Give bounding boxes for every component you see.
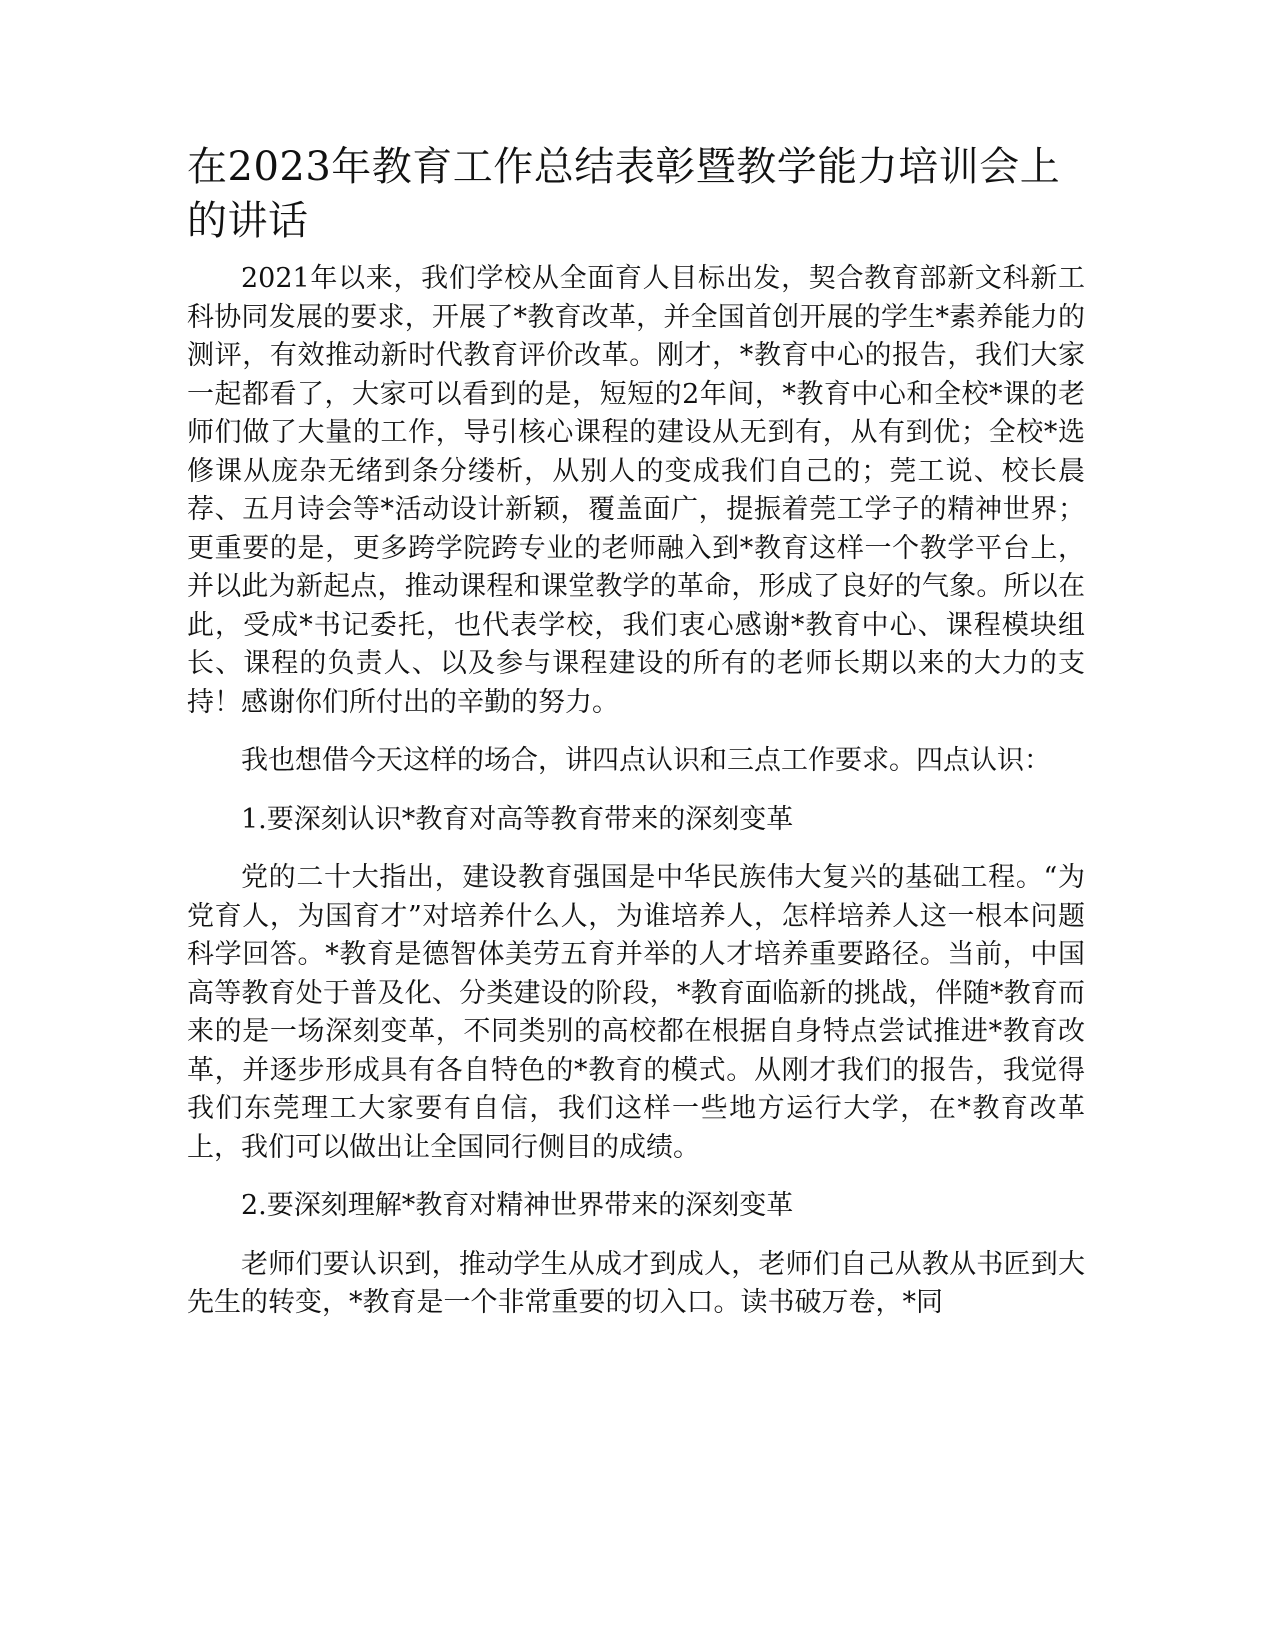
body-paragraph-intro: 2021年以来，我们学校从全面育人目标出发，契合教育部新文科新工科协同发展的要求，开展了*教育改革，并全国首创开展的学生*素养能力的测评，有效推动新时代教育评价改革。刚才，*教育中心的报告，我们大家一起都看了，大家可以看到的是，短短的2年间，*教育中心和全校*课的老师们做了大量的工作，导引核心课程的建设从无到有，从有到优；全校*选修课从庞杂无绪到条分缕析，从别人的变成我们自己的；莞工说、校长晨荐、五月诗会等*活动设计新颖，覆盖面广，提振着莞工学子的精神世界；更重要的是，更多跨学院跨专业的老师融入到*教育这样一个教学平台上，并以此为新起点，推动课程和课堂教学的革命，形成了良好的气象。所以在此，受成*书记委托，也代表学校，我们衷心感谢*教育中心、课程模块组长、课程的负责人、以及参与课程建设的所有的老师长期以来的大力的支持！感谢你们所付出的辛勤的努力。 <box>187 263 1085 718</box>
document-page <box>187 140 1085 1343</box>
body-paragraph-section-1: 党的二十大指出，建设教育强国是中华民族伟大复兴的基础工程。“为党育人，为国育才”对培养什么人，为谁培养人，怎样培养人这一根本问题科学回答。*教育是德智体美劳五育并举的人才培养重要路径。当前，中国高等教育处于普及化、分类建设的阶段，*教育面临新的挑战，伴随*教育而来的是一场深刻变革，不同类别的高校都在根据自身特点尝试推进*教育改革，并逐步形成具有各自特色的*教育的模式。从刚才我们的报告，我觉得我们东莞理工大家要有自信，我们这样一些地方运行大学，在*教育改革上，我们可以做出让全国同行侧目的成绩。 <box>187 862 1085 1163</box>
section-heading-2: 2.要深刻理解*教育对精神世界带来的深刻变革 <box>241 1190 794 1221</box>
section-heading-1: 1.要深刻认识*教育对高等教育带来的深刻变革 <box>241 803 794 835</box>
body-paragraph-section-2: 老师们要认识到，推动学生从成才到成人，老师们自己从教从书匠到大先生的转变，*教育是一个非常重要的切入口。读书破万卷，*同 <box>187 1248 1085 1318</box>
body-paragraph-overview: 我也想借今天这样的场合，讲四点认识和三点工作要求。四点认识： <box>241 745 1051 776</box>
document-title: 在2023年教育工作总结表彰暨教学能力培训会上的讲话 <box>187 144 1061 244</box>
